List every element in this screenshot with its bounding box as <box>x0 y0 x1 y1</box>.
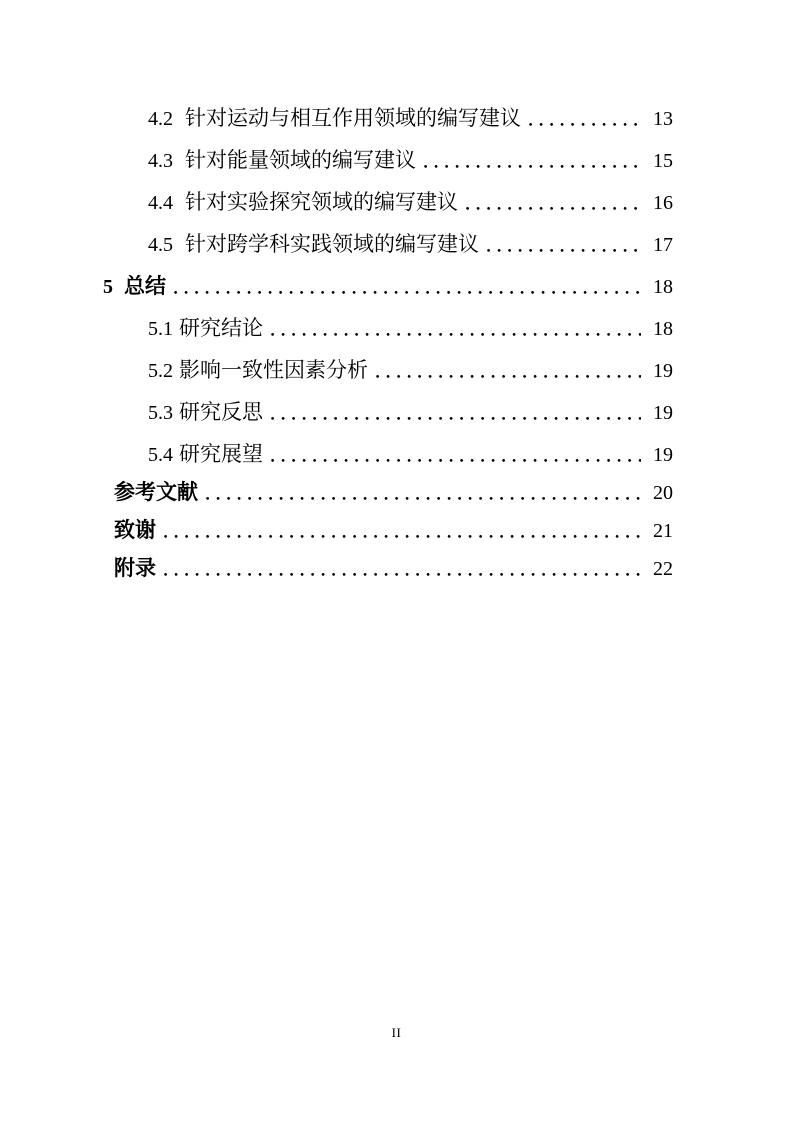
dot-leader <box>271 332 641 337</box>
dot-leader <box>206 496 641 501</box>
toc-entry-5-2 <box>103 359 673 381</box>
toc-entry-number: 4.5 <box>148 234 173 256</box>
dot-leader <box>424 164 641 169</box>
dot-leader <box>487 248 641 253</box>
toc-entry-page: 22 <box>653 558 673 580</box>
toc-entry-number: 4.4 <box>148 192 173 214</box>
toc-entry-title: 总结 <box>124 274 166 298</box>
toc-entry-title: 研究结论 <box>179 316 263 340</box>
dot-leader <box>271 416 641 421</box>
toc-entry-page: 21 <box>653 520 673 542</box>
toc-entry-4-3 <box>103 149 673 171</box>
table-of-contents <box>103 107 673 579</box>
dot-leader <box>164 534 641 539</box>
toc-entry-page: 19 <box>653 444 673 466</box>
toc-entry-page: 18 <box>653 318 673 340</box>
dot-leader <box>466 206 641 211</box>
toc-entry-title: 研究反思 <box>179 400 263 424</box>
toc-entry-number: 5 <box>103 276 113 298</box>
toc-entry-4-5 <box>103 233 673 255</box>
toc-entry-page: 20 <box>653 482 673 504</box>
toc-entry-number: 4.2 <box>148 108 173 130</box>
toc-entry-number: 5.4 <box>148 444 173 466</box>
toc-entry-5-4 <box>103 443 673 465</box>
toc-entry-title: 参考文献 <box>114 480 198 504</box>
dot-leader <box>164 572 641 577</box>
dot-leader <box>529 122 641 127</box>
toc-entry-page: 15 <box>653 150 673 172</box>
toc-entry-page: 13 <box>653 108 673 130</box>
toc-entry-page: 19 <box>653 360 673 382</box>
toc-entry-title: 针对运动与相互作用领域的编写建议 <box>185 106 521 130</box>
toc-entry-page: 16 <box>653 192 673 214</box>
toc-entry-5 <box>103 275 673 297</box>
dot-leader <box>376 374 641 379</box>
toc-entry-title: 影响一致性因素分析 <box>179 358 368 382</box>
toc-entry-5-3 <box>103 401 673 423</box>
toc-entry-title: 研究展望 <box>179 442 263 466</box>
toc-entry-references <box>103 481 673 503</box>
toc-entry-page: 18 <box>653 276 673 298</box>
toc-entry-page: 19 <box>653 402 673 424</box>
toc-entry-title: 针对跨学科实践领域的编写建议 <box>185 232 479 256</box>
toc-entry-title: 附录 <box>114 556 156 580</box>
footer-page-number: II <box>391 1025 402 1040</box>
toc-entry-number: 4.3 <box>148 150 173 172</box>
toc-entry-title: 针对能量领域的编写建议 <box>185 148 416 172</box>
toc-entry-acknowledgements <box>103 519 673 541</box>
dot-leader <box>271 458 641 463</box>
toc-entry-4-4 <box>103 191 673 213</box>
toc-entry-5-1 <box>103 317 673 339</box>
dot-leader <box>174 290 641 295</box>
toc-entry-4-2 <box>103 107 673 129</box>
toc-entry-appendix <box>103 557 673 579</box>
toc-entry-number: 5.3 <box>148 402 173 424</box>
toc-entry-page: 17 <box>653 234 673 256</box>
toc-entry-title: 致谢 <box>114 518 156 542</box>
toc-entry-title: 针对实验探究领域的编写建议 <box>185 190 458 214</box>
toc-entry-number: 5.2 <box>148 360 173 382</box>
toc-entry-number: 5.1 <box>148 318 173 340</box>
